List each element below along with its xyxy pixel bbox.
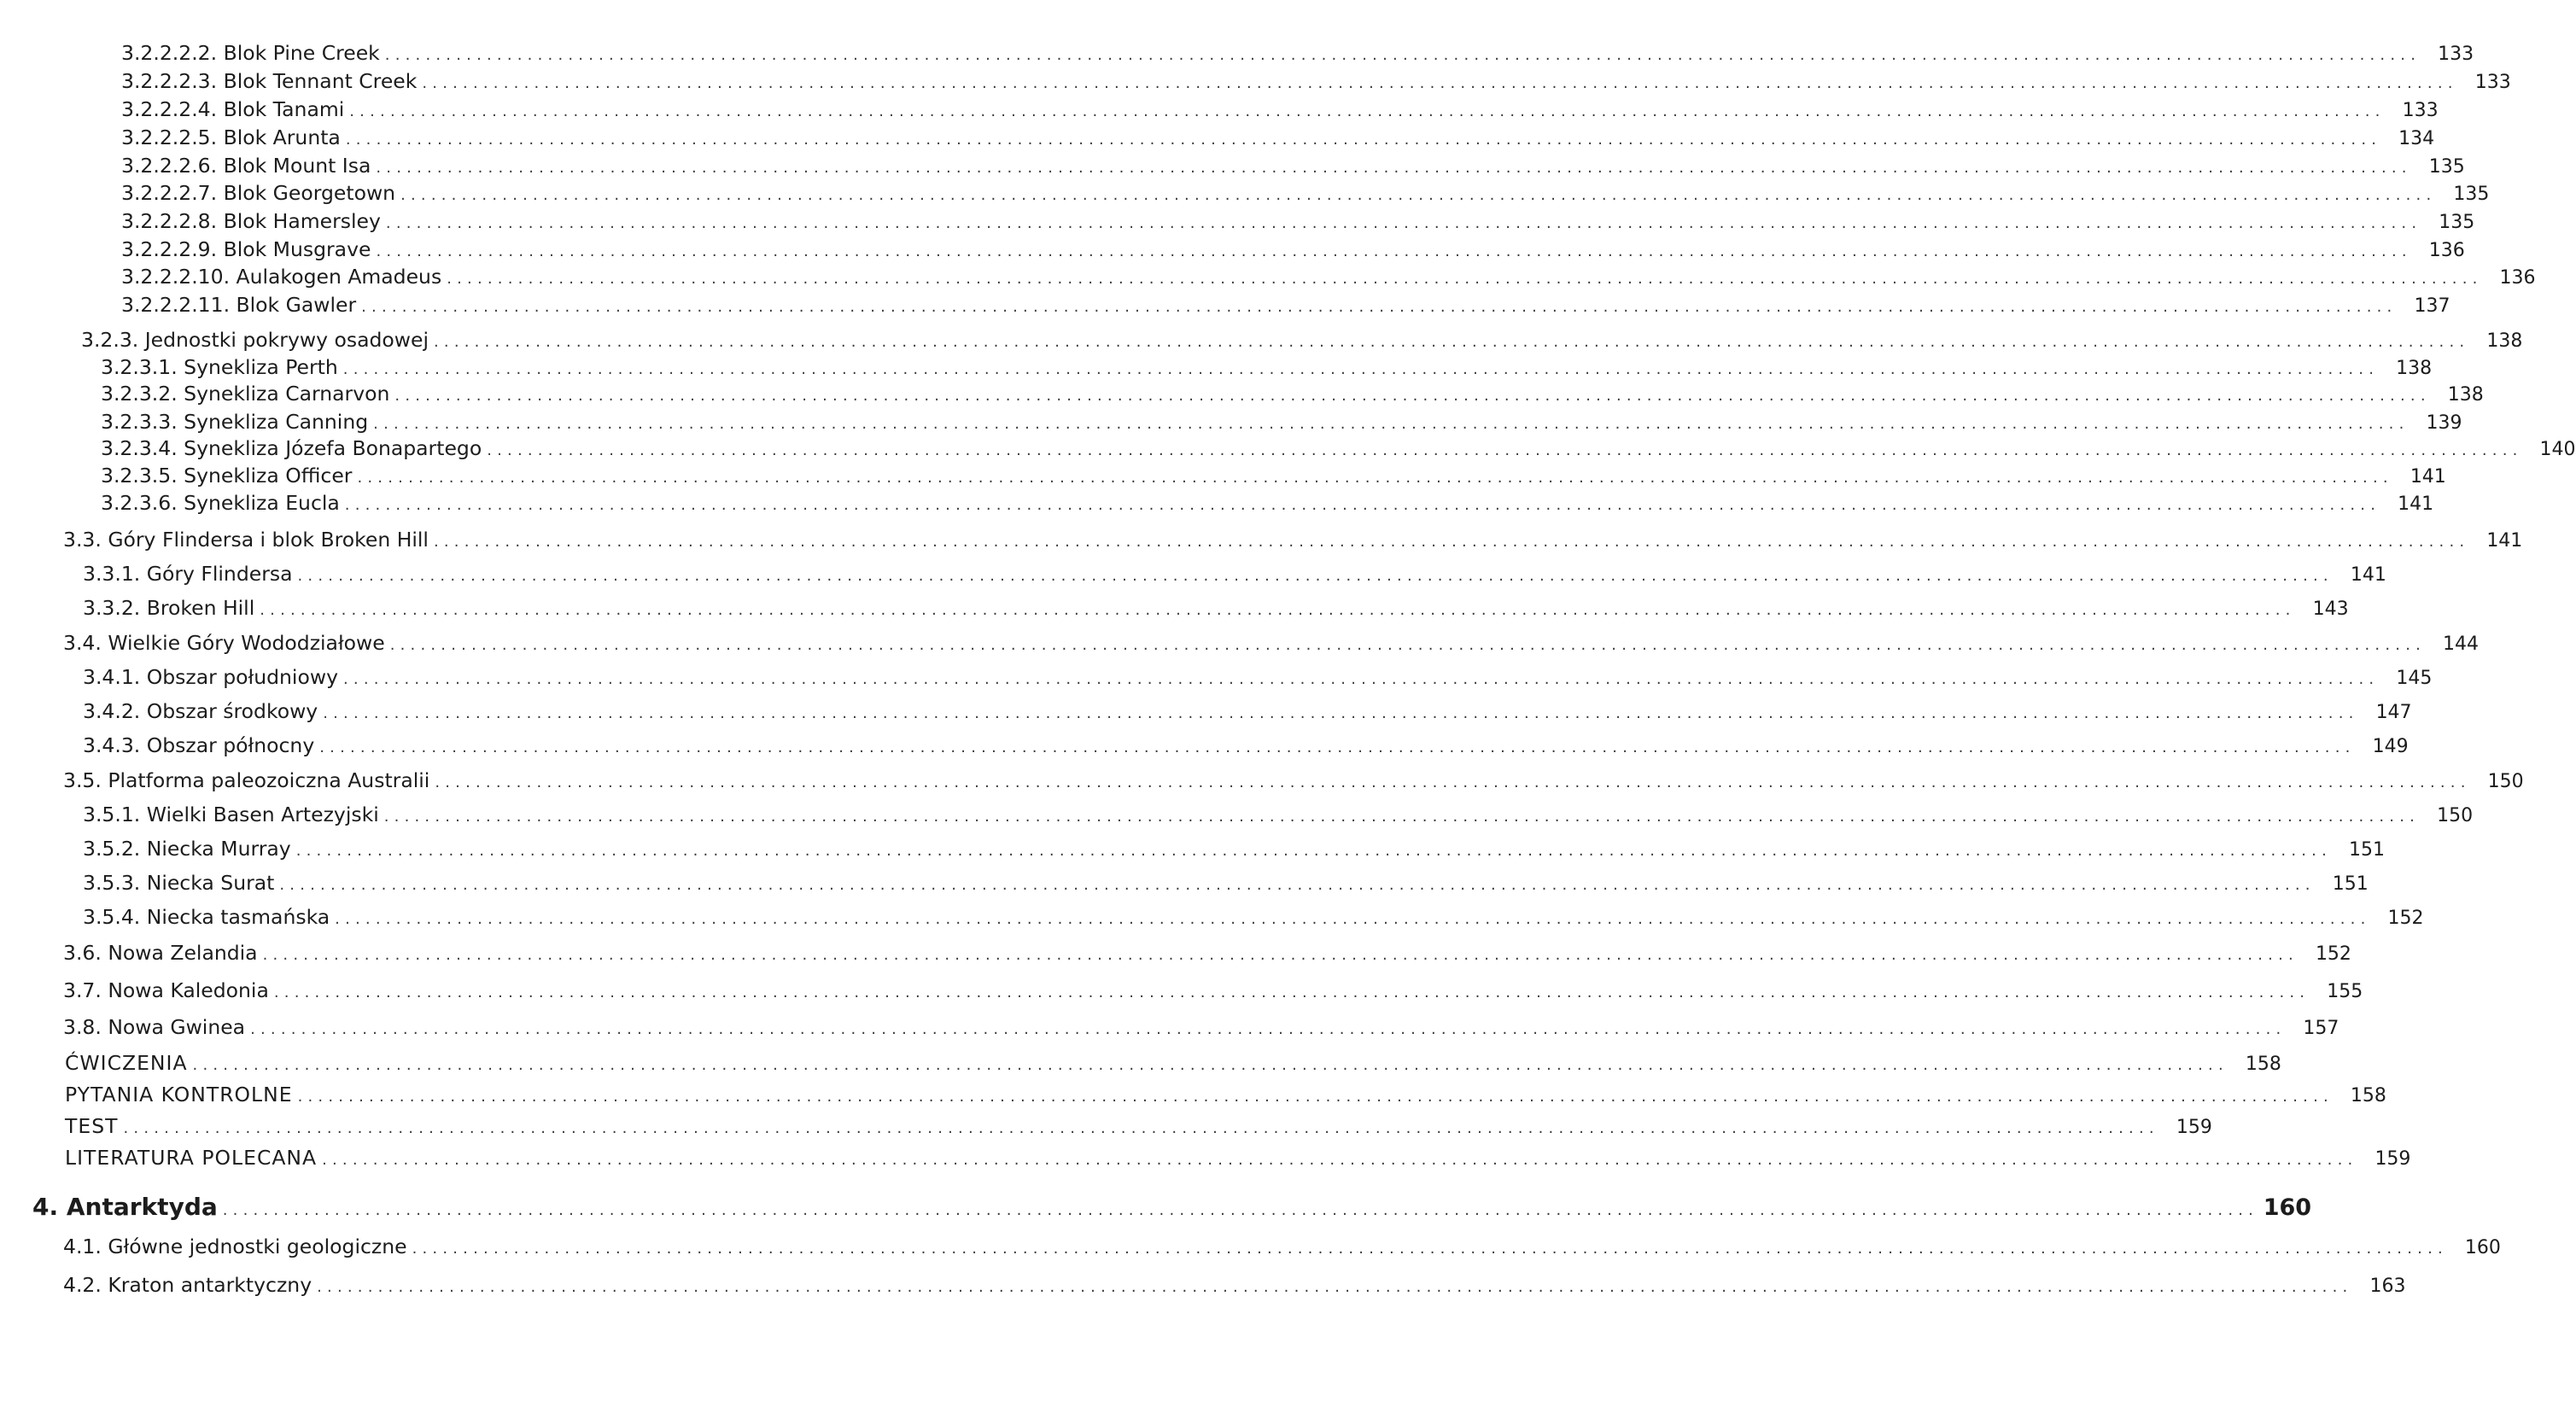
toc-page-number: 160: [2263, 1194, 2312, 1221]
toc-entry: [121, 263, 2536, 290]
toc-entry-title: LITERATURA POLECANA: [65, 1146, 318, 1170]
toc-dot-leader: ........................................................................................................................................................................................................: [345, 131, 2382, 149]
toc-entry-title: 3.2.3. Jednostki pokrywy osadowej: [81, 328, 429, 352]
toc-dot-leader: ........................................................................................................................................................................................................: [297, 567, 2334, 585]
toc-entry-title: 4. Antarktyda: [32, 1193, 218, 1221]
toc-entry-title: 4.2. Kraton antarktyczny: [63, 1273, 313, 1297]
toc-entry: [121, 179, 2490, 207]
toc-entry: [63, 767, 2524, 794]
toc-entry: [101, 435, 2576, 462]
toc-entry: [121, 39, 2474, 67]
toc-dot-leader: ........................................................................................................................................................................................................: [400, 186, 2437, 204]
toc-page-number: 139: [2426, 412, 2462, 434]
toc-page-number: 138: [2447, 384, 2484, 406]
toc-entry: [121, 67, 2511, 95]
toc-entry: [65, 1081, 2386, 1108]
toc-entry-title: 3.2.3.6. Synekliza Eucla: [101, 491, 340, 515]
toc-dot-leader: ........................................................................................................................................................................................................: [297, 1088, 2334, 1106]
toc-entry: [63, 939, 2351, 966]
toc-entry: [83, 801, 2474, 828]
toc-dot-leader: ........................................................................................................................................................................................................: [412, 1240, 2448, 1258]
toc-entry-title: 3.2.3.5. Synekliza Officer: [101, 464, 353, 487]
toc-entry-title: 3.4.2. Obszar środkowy: [83, 699, 318, 723]
toc-entry-title: 3.4. Wielkie Góry Wododziałowe: [63, 631, 385, 655]
toc-dot-leader: ........................................................................................................................................................................................................: [435, 774, 2471, 791]
toc-entry-title: 3.5. Platforma paleozoiczna Australii: [63, 768, 430, 792]
toc-entry: [83, 560, 2386, 587]
toc-dot-leader: ........................................................................................................................................................................................................: [447, 270, 2483, 288]
toc-entry-title: 3.3. Góry Flindersa i blok Broken Hill: [63, 528, 429, 552]
toc-page-number: 163: [2369, 1276, 2406, 1297]
toc-dot-leader: ........................................................................................................................................................................................................: [389, 636, 2427, 654]
toc-entry-title: PYTANIA KONTROLNE: [65, 1083, 293, 1106]
toc-entry: [65, 1112, 2212, 1140]
toc-entry: [101, 380, 2484, 407]
toc-dot-leader: ........................................................................................................................................................................................................: [342, 670, 2380, 688]
toc-dot-leader: ........................................................................................................................................................................................................: [335, 910, 2371, 928]
toc-page-number: 145: [2396, 668, 2433, 689]
toc-dot-leader: ........................................................................................................................................................................................................: [192, 1056, 2228, 1074]
toc-entry-title: 3.2.3.3. Synekliza Canning: [101, 410, 369, 434]
toc-entry: [121, 96, 2439, 123]
toc-entry-title: 3.5.3. Niecka Surat: [83, 871, 275, 895]
toc-entry: [63, 1013, 2339, 1041]
toc-entry: [83, 594, 2349, 622]
toc-entry-title: 3.3.1. Góry Flindersa: [83, 562, 293, 586]
toc-dot-leader: ........................................................................................................................................................................................................: [422, 74, 2458, 92]
toc-page-number: 151: [2349, 839, 2386, 861]
toc-page-number: 136: [2428, 240, 2465, 261]
toc-entry: [121, 207, 2475, 235]
toc-entry-title: 3.2.3.1. Synekliza Perth: [101, 355, 338, 379]
toc-dot-leader: ........................................................................................................................................................................................................: [295, 842, 2333, 860]
toc-page-number: 133: [2402, 100, 2439, 121]
toc-entry-title: 4.1. Główne jednostki geologiczne: [63, 1235, 407, 1258]
toc-dot-leader: ........................................................................................................................................................................................................: [383, 808, 2421, 826]
toc-entry: [83, 732, 2409, 759]
toc-page-number: 141: [2410, 466, 2446, 487]
toc-entry-title: 3.5.2. Niecka Murray: [83, 837, 291, 861]
toc-dot-leader: ........................................................................................................................................................................................................: [262, 946, 2299, 964]
toc-entry: [121, 291, 2450, 318]
toc-entry: [65, 1144, 2411, 1171]
toc-dot-leader: ........................................................................................................................................................................................................: [222, 1201, 2259, 1219]
toc-page-number: 152: [2315, 943, 2351, 965]
toc-entry: [101, 462, 2446, 489]
toc-dot-leader: ........................................................................................................................................................................................................: [322, 1151, 2358, 1169]
toc-page-number: 150: [2437, 805, 2474, 826]
toc-dot-leader: ........................................................................................................................................................................................................: [376, 159, 2412, 177]
toc-page-number: 150: [2487, 771, 2524, 792]
toc-entry: [101, 353, 2433, 381]
toc-entry: [63, 977, 2363, 1004]
toc-page-number: 151: [2332, 873, 2369, 895]
toc-page-number: 141: [2350, 564, 2386, 586]
toc-page-number: 144: [2443, 633, 2480, 655]
toc-dot-leader: ........................................................................................................................................................................................................: [319, 739, 2356, 756]
toc-page-number: 135: [2428, 156, 2465, 178]
toc-entry: [83, 903, 2424, 931]
toc-page-number: 141: [2486, 530, 2523, 552]
toc-entry: [65, 1049, 2281, 1077]
toc-page-number: 160: [2464, 1237, 2501, 1258]
toc-entry-title: 3.2.2.2.8. Blok Hamersley: [121, 209, 381, 233]
toc-entry-title: 3.2.2.2.9. Blok Musgrave: [121, 237, 371, 261]
toc-page-number: 135: [2453, 184, 2490, 205]
toc-page-number: 136: [2499, 267, 2536, 289]
toc-page-number: 137: [2414, 295, 2450, 317]
toc-dot-leader: ........................................................................................................................................................................................................: [349, 102, 2386, 120]
toc-entry: [121, 236, 2465, 263]
toc-entry: [121, 152, 2465, 179]
toc-dot-leader: ........................................................................................................................................................................................................: [273, 984, 2310, 1001]
toc-entry-title: 3.8. Nowa Gwinea: [63, 1015, 246, 1039]
toc-page-number: 138: [2396, 358, 2433, 379]
toc-dot-leader: ........................................................................................................................................................................................................: [394, 387, 2431, 405]
toc-dot-leader: ........................................................................................................................................................................................................: [384, 46, 2421, 64]
toc-entry: [63, 1233, 2501, 1260]
toc-dot-leader: ........................................................................................................................................................................................................: [317, 1278, 2353, 1296]
toc-entry-title: 3.5.1. Wielki Basen Artezyjski: [83, 803, 379, 826]
toc-dot-leader: ........................................................................................................................................................................................................: [123, 1119, 2159, 1137]
toc-entry-title: 3.2.2.2.7. Blok Georgetown: [121, 181, 396, 205]
toc-entry-title: 3.2.2.2.2. Blok Pine Creek: [121, 41, 380, 65]
toc-dot-leader: ........................................................................................................................................................................................................: [376, 242, 2412, 260]
toc-page-number: 155: [2327, 981, 2363, 1002]
toc-dot-leader: ........................................................................................................................................................................................................: [342, 360, 2380, 378]
toc-entry-title: 3.5.4. Niecka tasmańska: [83, 905, 330, 929]
toc-entry-title: 3.4.1. Obszar południowy: [83, 665, 338, 689]
toc-entry-title: 3.2.2.2.10. Aulakogen Amadeus: [121, 265, 442, 289]
toc-entry-title: 3.2.2.2.5. Blok Arunta: [121, 126, 341, 149]
toc-dot-leader: ........................................................................................................................................................................................................: [260, 601, 2296, 619]
toc-entry: [101, 489, 2434, 517]
toc-chapter-entry: [32, 1192, 2312, 1223]
toc-page-number: 159: [2374, 1148, 2411, 1170]
toc-entry-title: 3.2.2.2.11. Blok Gawler: [121, 293, 357, 317]
toc-page-number: 138: [2486, 330, 2523, 352]
toc-entry-title: 3.2.2.2.3. Blok Tennant Creek: [121, 69, 418, 93]
toc-dot-leader: ........................................................................................................................................................................................................: [357, 469, 2393, 487]
toc-entry-title: 3.7. Nowa Kaledonia: [63, 978, 269, 1002]
toc-page-number: 133: [2438, 44, 2474, 65]
toc-entry: [101, 408, 2462, 435]
toc-entry-title: 3.2.2.2.6. Blok Mount Isa: [121, 154, 371, 178]
toc-dot-leader: ........................................................................................................................................................................................................: [361, 298, 2398, 316]
toc-page-number: 152: [2387, 908, 2424, 929]
toc-page-number: 159: [2176, 1117, 2212, 1138]
toc-dot-leader: ........................................................................................................................................................................................................: [433, 333, 2470, 351]
toc-entry: [121, 124, 2435, 151]
toc-entry-title: 3.2.2.2.4. Blok Tanami: [121, 97, 345, 121]
toc-page-number: 133: [2474, 72, 2511, 93]
toc-entry-title: 3.4.3. Obszar północny: [83, 733, 315, 757]
toc-entry-title: 3.3.2. Broken Hill: [83, 596, 255, 620]
toc-entry-title: 3.2.3.4. Synekliza Józefa Bonapartego: [101, 436, 482, 460]
toc-entry: [83, 835, 2386, 862]
toc-entry: [83, 663, 2433, 691]
toc-dot-leader: ........................................................................................................................................................................................................: [385, 214, 2422, 232]
toc-entry-title: TEST: [65, 1114, 119, 1138]
toc-page-number: 141: [2398, 493, 2434, 515]
toc-page-number: 157: [2303, 1018, 2339, 1039]
toc-page-number: 140: [2539, 439, 2576, 460]
toc-entry: [83, 869, 2369, 896]
toc-dot-leader: ........................................................................................................................................................................................................: [250, 1020, 2287, 1038]
toc-dot-leader: ........................................................................................................................................................................................................: [344, 496, 2381, 514]
toc-entry: [63, 1271, 2406, 1299]
toc-page-number: 149: [2372, 736, 2409, 757]
toc-entry: [83, 698, 2412, 725]
toc-page-number: 134: [2398, 128, 2435, 149]
toc-entry: [81, 326, 2523, 353]
toc-page-number: 158: [2350, 1085, 2386, 1106]
toc-entry-title: 3.2.3.2. Synekliza Carnarvon: [101, 382, 390, 406]
toc-entry: [63, 629, 2480, 657]
toc-dot-leader: ........................................................................................................................................................................................................: [323, 704, 2359, 722]
toc-page-number: 158: [2245, 1054, 2281, 1075]
toc-dot-leader: ........................................................................................................................................................................................................: [433, 533, 2470, 551]
toc-entry: [63, 526, 2523, 553]
toc-page-number: 135: [2439, 212, 2475, 233]
toc-page-number: 147: [2375, 702, 2412, 723]
toc-entry-title: 3.6. Nowa Zelandia: [63, 941, 258, 965]
toc-dot-leader: ........................................................................................................................................................................................................: [373, 415, 2410, 433]
toc-dot-leader: ........................................................................................................................................................................................................: [487, 441, 2523, 459]
toc-dot-leader: ........................................................................................................................................................................................................: [279, 876, 2316, 894]
toc-entry-title: ĆWICZENIA: [65, 1051, 188, 1075]
toc-page-number: 143: [2312, 598, 2349, 620]
